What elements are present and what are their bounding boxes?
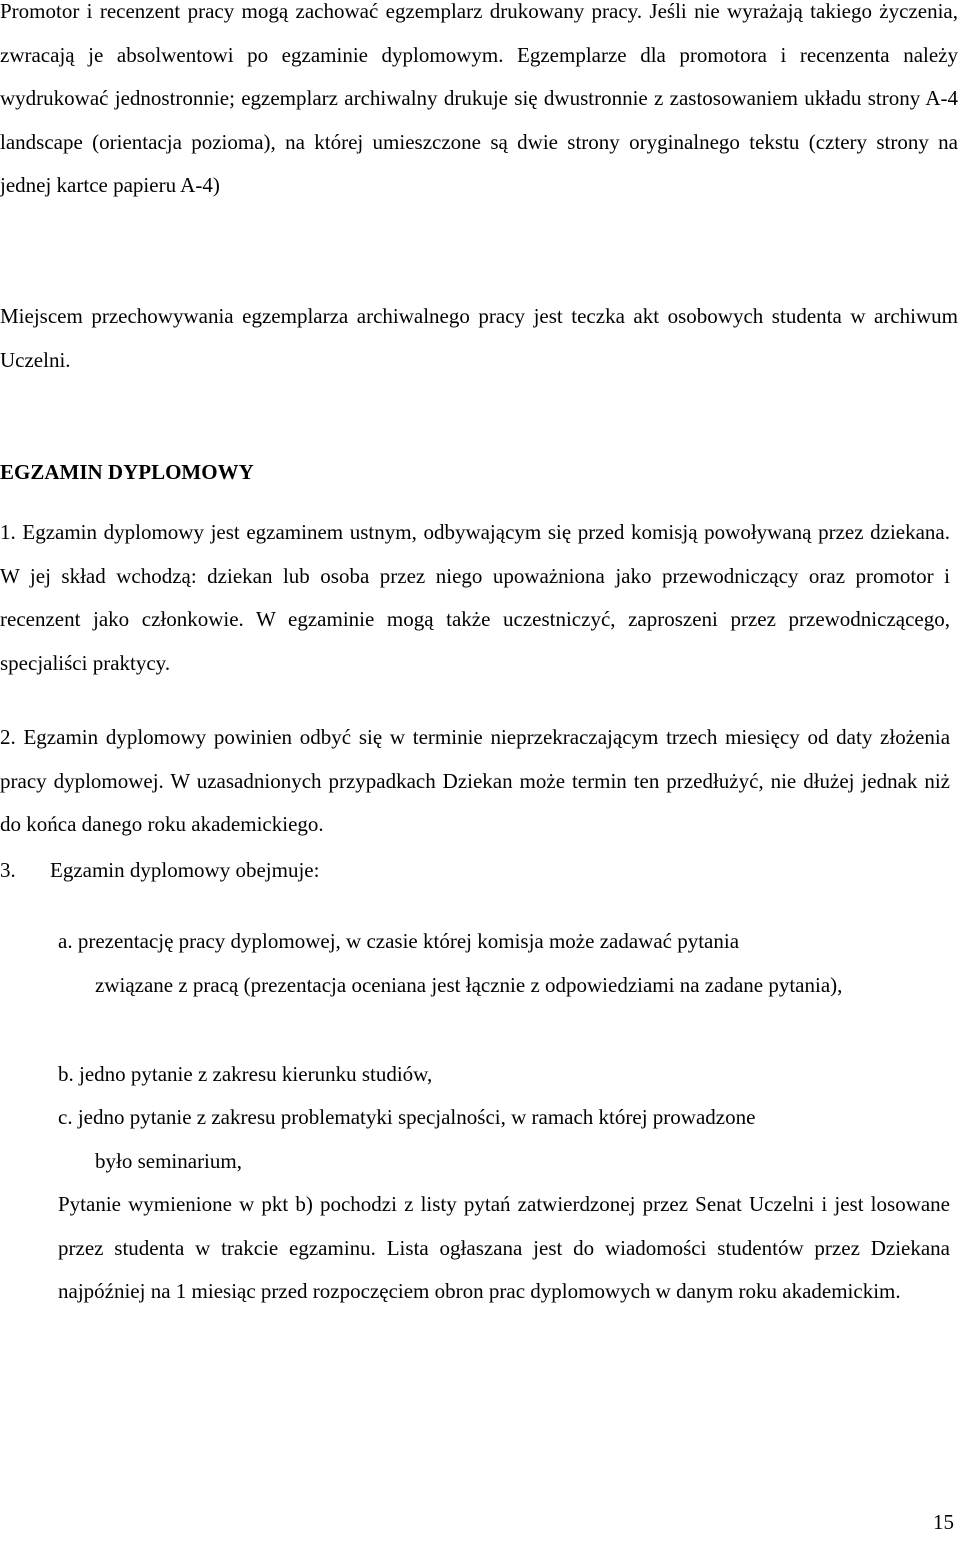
sub-item-mark: c. [58, 1105, 73, 1129]
sub-item-a [58, 920, 950, 1007]
point-number: 1. [0, 520, 16, 544]
paragraph-archive-storage: Miejscem przechowywania egzemplarza archiwalnego pracy jest teczka akt osobowych studenta w archiwum Uczelni. [0, 304, 958, 372]
sub-item-b [58, 1053, 950, 1097]
sub-item-text: jedno pytanie z zakresu problematyki specjalności, w ramach której prowadzone [77, 1105, 756, 1129]
paragraph-question-list: Pytanie wymienione w pkt b) pochodzi z listy pytań zatwierdzonej przez Senat Uczelni i jest losowane przez studenta w trakcie egzaminu. Lista ogłaszana jest do wiadomości studentów przez Dziekana najpóźniej na 1 miesiąc przed rozpoczęciem obron prac dyplomowych w danym roku akademickim. [58, 1192, 950, 1303]
sub-item-text: prezentację pracy dyplomowej, w czasie której komisja może zadawać pytania [77, 929, 740, 953]
point-2 [0, 716, 950, 847]
point-text: Egzamin dyplomowy jest egzaminem ustnym, odbywającym się przed komisją powoływaną przez dziekana. W jej skład wchodzą: dziekan lub osoba przez niego upoważniona jako przewodniczący oraz promotor i recenzent jako członkowie. W egzaminie mogą także uczestniczyć, zaproszeni przez przewodniczącego, specjaliści praktycy. [0, 520, 951, 675]
sub-item-text: jedno pytanie z zakresu kierunku studiów, [79, 1062, 433, 1086]
sub-item-continuation: było seminarium, [95, 1148, 242, 1173]
point-3 [0, 849, 950, 893]
sub-item-mark: b. [58, 1062, 74, 1086]
section-heading: EGZAMIN DYPLOMOWY [0, 460, 254, 484]
point-text: Egzamin dyplomowy obejmuje: [50, 858, 320, 882]
sub-item-mark: a. [58, 929, 73, 953]
point-text: Egzamin dyplomowy powinien odbyć się w terminie nieprzekraczającym trzech miesięcy od daty złożenia pracy dyplomowej. W uzasadnionych przypadkach Dziekan może termin ten przedłużyć, nie dłużej jednak niż do końca danego roku akademickiego. [0, 725, 951, 836]
sub-item-c [58, 1096, 950, 1183]
point-number: 2. [0, 725, 16, 749]
sub-item-continuation: związane z pracą (prezentacja oceniana jest łącznie z odpowiedziami na zadane pytania), [95, 972, 843, 997]
point-1 [0, 511, 950, 685]
paragraph-printed-copy: Promotor i recenzent pracy mogą zachować egzemplarz drukowany pracy. Jeśli nie wyrażają takiego życzenia, zwracają je absolwentowi po egzaminie dyplomowym. Egzemplarze dla promotora i recenzenta należy wydrukować jednostronnie; egzemplarz archiwalny drukuje się dwustronnie z zastosowaniem układu strony A-4 landscape (orientacja pozioma), na której umieszczone są dwie strony oryginalnego tekstu (cztery strony na jednej kartce papieru A-4) [0, 0, 958, 197]
page-number: 15 [933, 1510, 954, 1534]
point-number: 3. [0, 858, 16, 882]
